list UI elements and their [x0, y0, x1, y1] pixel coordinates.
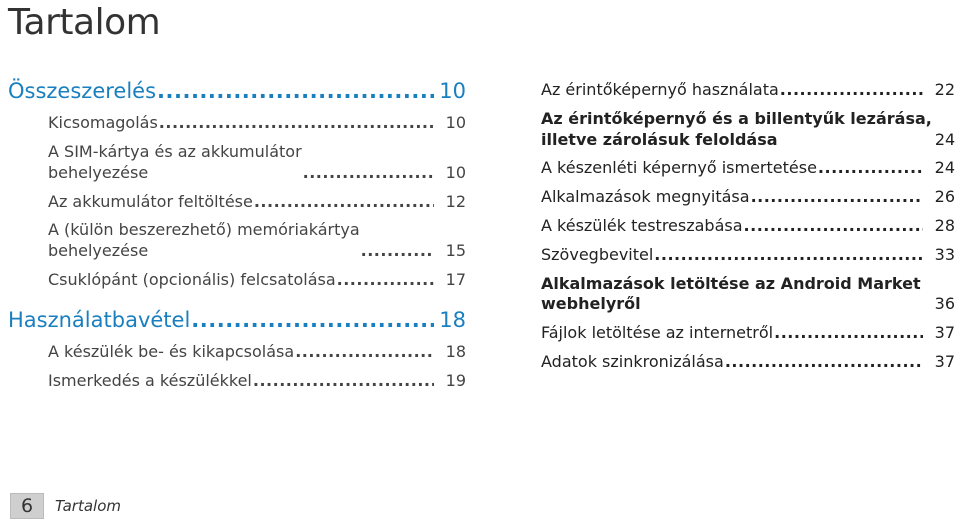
- toc-entry[interactable]: [541, 352, 955, 373]
- toc-page-number: 10: [439, 79, 466, 103]
- toc-leader-dots: [157, 78, 434, 105]
- toc-entry-label: Adatok szinkronizálása: [541, 351, 724, 371]
- toc-section-hasznalatbavetel[interactable]: [8, 307, 466, 334]
- toc-entry-label: [48, 142, 302, 184]
- toc-leader-dots: [253, 371, 434, 392]
- toc-entry-label-line2: behelyezése: [48, 162, 149, 182]
- toc-leader-dots: [254, 192, 434, 213]
- toc-page-number: 18: [445, 342, 466, 362]
- toc-entry[interactable]: [8, 142, 466, 184]
- toc-page-number: 26: [934, 187, 955, 207]
- toc-page-number: 15: [445, 241, 466, 261]
- toc-entry[interactable]: [541, 80, 955, 101]
- toc-entry-label-line1: A (külön beszerezhető) memóriakártya: [48, 220, 360, 240]
- toc-leader-dots: [654, 245, 923, 266]
- toc-leader-dots: [303, 163, 434, 184]
- toc-leader-dots: [818, 158, 923, 179]
- toc-leader-dots: [295, 342, 434, 363]
- toc-entry-label: Az érintőképernyő használata: [541, 80, 779, 99]
- toc-entry-label: [48, 220, 360, 262]
- footer-section-label: Tartalom: [55, 497, 121, 515]
- toc-leader-dots: [159, 113, 434, 134]
- toc-entry-label-line2: webhelyről: [541, 294, 641, 314]
- toc-page-number: 17: [445, 270, 466, 290]
- toc-entry[interactable]: [541, 216, 955, 237]
- toc-section-label: Összeszerelés: [8, 79, 157, 103]
- toc-entry[interactable]: [8, 192, 466, 213]
- toc-leader-dots: [744, 216, 923, 237]
- toc-entry-label: [541, 109, 932, 151]
- toc-entry-label: A készülék testreszabása: [541, 215, 743, 235]
- toc-entry[interactable]: [8, 371, 466, 392]
- page-number: 6: [20, 495, 34, 517]
- toc-entry-label: Szövegbevitel: [541, 244, 654, 264]
- toc-entry-label: A készenléti képernyő ismertetése: [541, 158, 817, 178]
- toc-entry-label-line1: Alkalmazások letöltése az Android Market: [541, 273, 921, 293]
- toc-entry-label: Fájlok letöltése az internetről: [541, 323, 774, 343]
- toc-entry[interactable]: [541, 245, 955, 266]
- toc-page-number: 36: [934, 294, 955, 314]
- toc-entry-label-line1: A SIM-kártya és az akkumulátor: [48, 142, 302, 162]
- toc-page-number: 28: [934, 215, 955, 235]
- toc-entry[interactable]: [541, 158, 955, 179]
- toc-entry[interactable]: [8, 113, 466, 134]
- toc-entry[interactable]: [8, 270, 466, 291]
- toc-leader-dots: [751, 187, 923, 208]
- toc-page-number: 18: [439, 307, 466, 332]
- toc-entry-label: Kicsomagolás: [48, 113, 158, 133]
- toc-entry[interactable]: [541, 109, 955, 151]
- toc-section-osszeszereles[interactable]: [8, 78, 466, 105]
- toc-section-label: Használatbavétel: [8, 307, 191, 332]
- toc-leader-dots: [191, 307, 434, 334]
- toc-page-number: 12: [445, 191, 466, 211]
- toc-entry[interactable]: [8, 342, 466, 363]
- toc-entry-label-line1: Az érintőképernyő és a billentyűk lezárása,: [541, 108, 932, 128]
- toc-entry-label: Ismerkedés a készülékkel: [48, 370, 252, 390]
- page-footer: [10, 493, 121, 519]
- toc-entry-label: Alkalmazások megnyitása: [541, 187, 750, 207]
- page-title: Tartalom: [8, 2, 161, 43]
- toc-entry[interactable]: [541, 274, 955, 316]
- toc-page-number: 33: [934, 244, 955, 264]
- toc-entry-label-line2: illetve zárolásuk feloldása: [541, 129, 778, 149]
- toc-right-column: [541, 80, 955, 373]
- toc-page-number: 10: [445, 162, 466, 182]
- toc-entry[interactable]: [541, 187, 955, 208]
- toc-page-number: 24: [934, 129, 956, 149]
- toc-entry[interactable]: [8, 220, 466, 262]
- toc-entry-label: Az akkumulátor feltöltése: [48, 191, 253, 211]
- toc-leader-dots: [361, 241, 434, 262]
- toc-entry-label: Csuklópánt (opcionális) felcsatolása: [48, 270, 336, 290]
- toc-page-number: 37: [934, 323, 955, 343]
- toc-entry[interactable]: [541, 323, 955, 344]
- toc-entry-label: A készülék be- és kikapcsolása: [48, 342, 295, 362]
- toc-leader-dots: [337, 270, 434, 291]
- toc-leader-dots: [780, 80, 923, 101]
- toc-entry-label: [541, 274, 921, 316]
- toc-entry-label-line2: behelyezése: [48, 241, 149, 261]
- toc-page-number: 24: [934, 158, 955, 178]
- toc-page-number: 10: [445, 113, 466, 133]
- toc-leader-dots: [725, 352, 923, 373]
- toc-left-column: [8, 78, 466, 392]
- toc-leader-dots: [774, 323, 923, 344]
- toc-leader-dots: [922, 294, 923, 315]
- toc-page-number: 37: [934, 351, 955, 371]
- toc-page-number: 22: [934, 80, 955, 99]
- toc-page-number: 19: [445, 370, 466, 390]
